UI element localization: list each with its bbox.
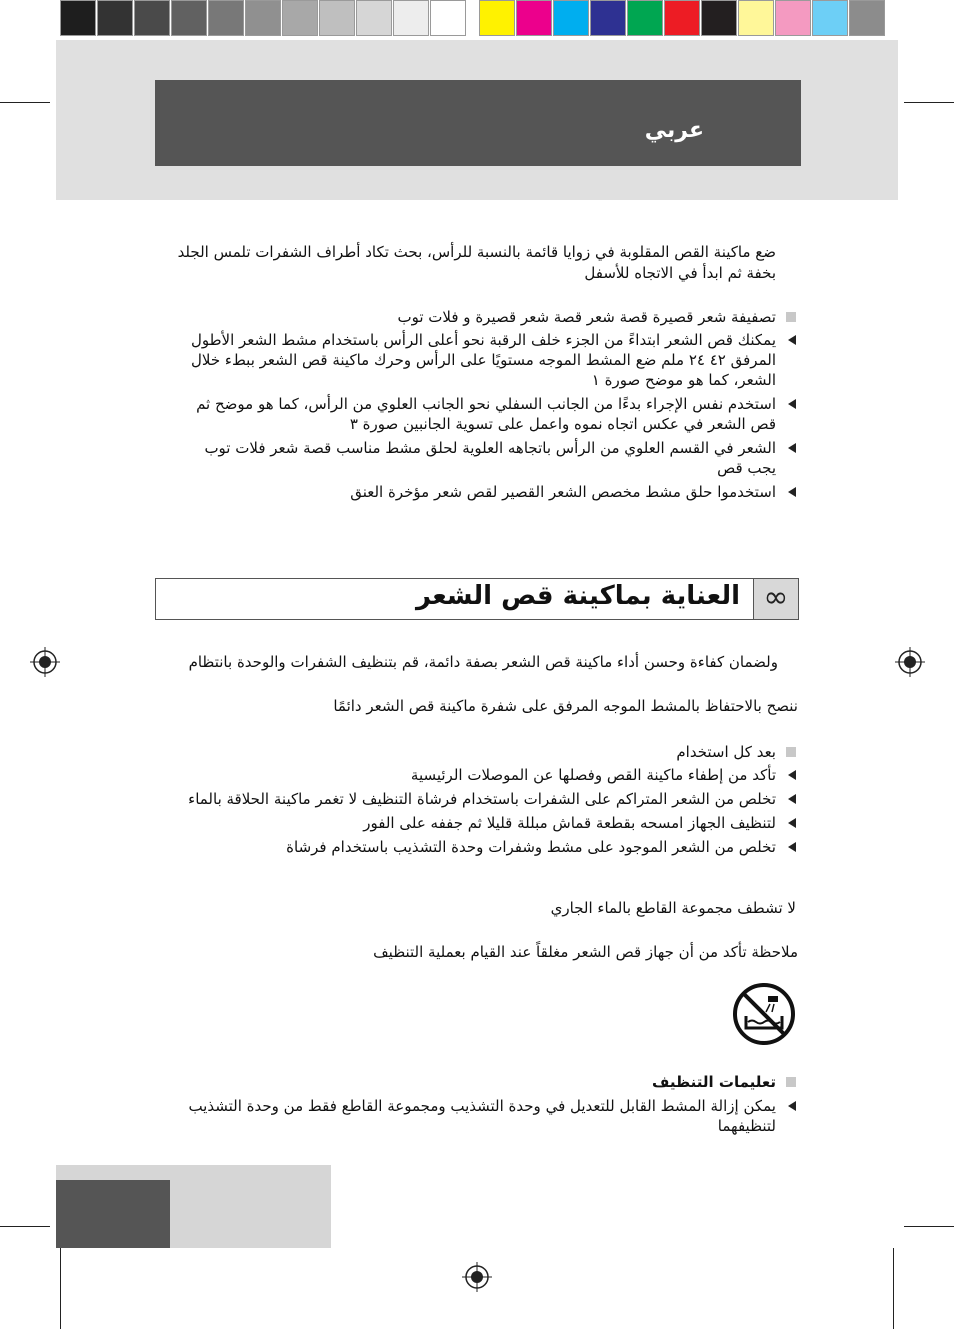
color-swatch (356, 0, 392, 36)
color-swatch (208, 0, 244, 36)
color-swatch (319, 0, 355, 36)
color-swatch (60, 0, 96, 36)
arrow-bullet-icon (788, 335, 796, 345)
arrow-bullet-icon (788, 443, 796, 453)
cleaning-instructions-heading-text: تعليمات التنظيف (652, 1073, 776, 1091)
arrow-bullet-icon (788, 1101, 796, 1111)
registration-mark-icon (30, 647, 60, 677)
after-use-heading-text: بعد كل استخدام (676, 743, 776, 761)
cleaning-list (176, 1096, 796, 1140)
care-section-header (155, 578, 799, 620)
after-use-heading (176, 742, 796, 762)
arrow-bullet-icon (788, 770, 796, 780)
list-item: تخلص من الشعر الموجود على مشط وشفرات وحدة التشذيب باستخدام فرشاة (176, 837, 796, 857)
styles-heading-text: تصفيفة شعر قصيرة قصة شعر قصة شعر قصيرة و فلات توب (397, 308, 776, 326)
color-swatch (479, 0, 515, 36)
color-swatch (812, 0, 848, 36)
color-calibration-bar (60, 0, 886, 38)
color-swatch (171, 0, 207, 36)
arrow-bullet-icon (788, 818, 796, 828)
styles-list (176, 330, 796, 506)
color-swatch (245, 0, 281, 36)
care-section-title: العناية بماكينة قص الشعر (416, 581, 740, 611)
color-swatch (516, 0, 552, 36)
care-intro: ولضمان كفاءة وحسن أداء ماكينة قص الشعر بصفة دائمة، قم بتنظيف الشفرات والوحدة بانتظام (188, 653, 778, 671)
crop-mark (0, 102, 50, 103)
list-item: تخلص من الشعر المتراكم على الشفرات باستخدام فرشاة التنظيف لا تغمر ماكينة الحلاقة بالماء (176, 789, 796, 809)
color-swatch (430, 0, 466, 36)
color-swatch (738, 0, 774, 36)
color-swatch (97, 0, 133, 36)
cleaning-note: ملاحظة تأكد من أن جهاز قص الشعر مغلقاً عند القيام بعملية التنظيف (373, 943, 798, 961)
intro-paragraph: ضع ماكينة القص المقلوبة في زوايا قائمة بالنسبة للرأس، بحث تكاد أطراف الشفرات تلمس الجلد بخفة ثم ابدأ في الاتجاه للأسفل (177, 243, 776, 282)
color-swatch (701, 0, 737, 36)
swatch-gap (467, 0, 479, 38)
arrow-bullet-icon (788, 794, 796, 804)
registration-mark-icon (462, 1262, 492, 1292)
crop-mark (60, 1248, 61, 1329)
list-item: تأكد من إطفاء ماكينة القص وفصلها عن الموصلات الرئيسية (176, 765, 796, 785)
color-swatch (664, 0, 700, 36)
list-item: لتنظيف الجهاز امسحه بقطعة قماش مبللة قليلا ثم جففه على الفور (176, 813, 796, 833)
list-item: يمكن إزالة المشط القابل للتعديل في وحدة التشذيب ومجموعة القاطع فقط من وحدة التشذيب لتنظيفهما (176, 1096, 796, 1136)
infinity-icon: ∞ (753, 579, 798, 619)
list-item: استخدموا حلق مشط مخصص الشعر القصير لقص شعر مؤخرة العنق (176, 482, 796, 502)
header-title-box (155, 80, 801, 166)
language-title: عربي (644, 118, 704, 143)
styles-heading (176, 307, 796, 327)
crop-mark (904, 1226, 954, 1227)
bullet-square-icon (786, 1077, 796, 1087)
crop-mark (893, 1248, 894, 1329)
bullet-square-icon (786, 312, 796, 322)
arrow-bullet-icon (788, 399, 796, 409)
color-swatch (282, 0, 318, 36)
color-swatch (627, 0, 663, 36)
after-use-list (176, 765, 796, 861)
registration-mark-icon (895, 647, 925, 677)
crop-mark (0, 1226, 50, 1227)
footer-page-box (56, 1180, 170, 1248)
arrow-bullet-icon (788, 487, 796, 497)
cleaning-instructions-heading (176, 1072, 796, 1092)
rinse-warning: لا تشطف مجموعة القاطع بالماء الجاري (550, 899, 796, 917)
color-swatch (393, 0, 429, 36)
care-advice: ننصح بالاحتفاظ بالمشط الموجه المرفق على شفرة ماكينة قص الشعر دائمًا (333, 697, 798, 715)
list-item: الشعر في القسم العلوي من الرأس باتجاهه العلوية لحلق مشط مناسب قصة شعر فلات توب يجب قص (176, 438, 796, 478)
list-item: يمكنك قص الشعر ابتداءً من الجزء خلف الرقبة نحو أعلى الرأس باستخدام مشط الشعر الأطول المرفق ٤٢ ٢٤ ملم ضع المشط الموجه مستويًا على الرأس وحرك ماكينة قص الشعر ببطء خلال الشعر، كما هو موضح صورة ١ (176, 330, 796, 390)
color-swatch (775, 0, 811, 36)
color-swatch (590, 0, 626, 36)
list-item: استخدم نفس الإجراء بدءًا من الجانب السفلي نحو الجانب العلوي من الرأس، كما هو موضح ثم قص الشعر في عكس اتجاه نموه واعمل على تسوية الجانبين صورة ٣ (176, 394, 796, 434)
no-water-icon (732, 982, 796, 1046)
bullet-square-icon (786, 747, 796, 757)
color-swatch (553, 0, 589, 36)
arrow-bullet-icon (788, 842, 796, 852)
crop-mark (904, 102, 954, 103)
color-swatch (134, 0, 170, 36)
color-swatch (849, 0, 885, 36)
